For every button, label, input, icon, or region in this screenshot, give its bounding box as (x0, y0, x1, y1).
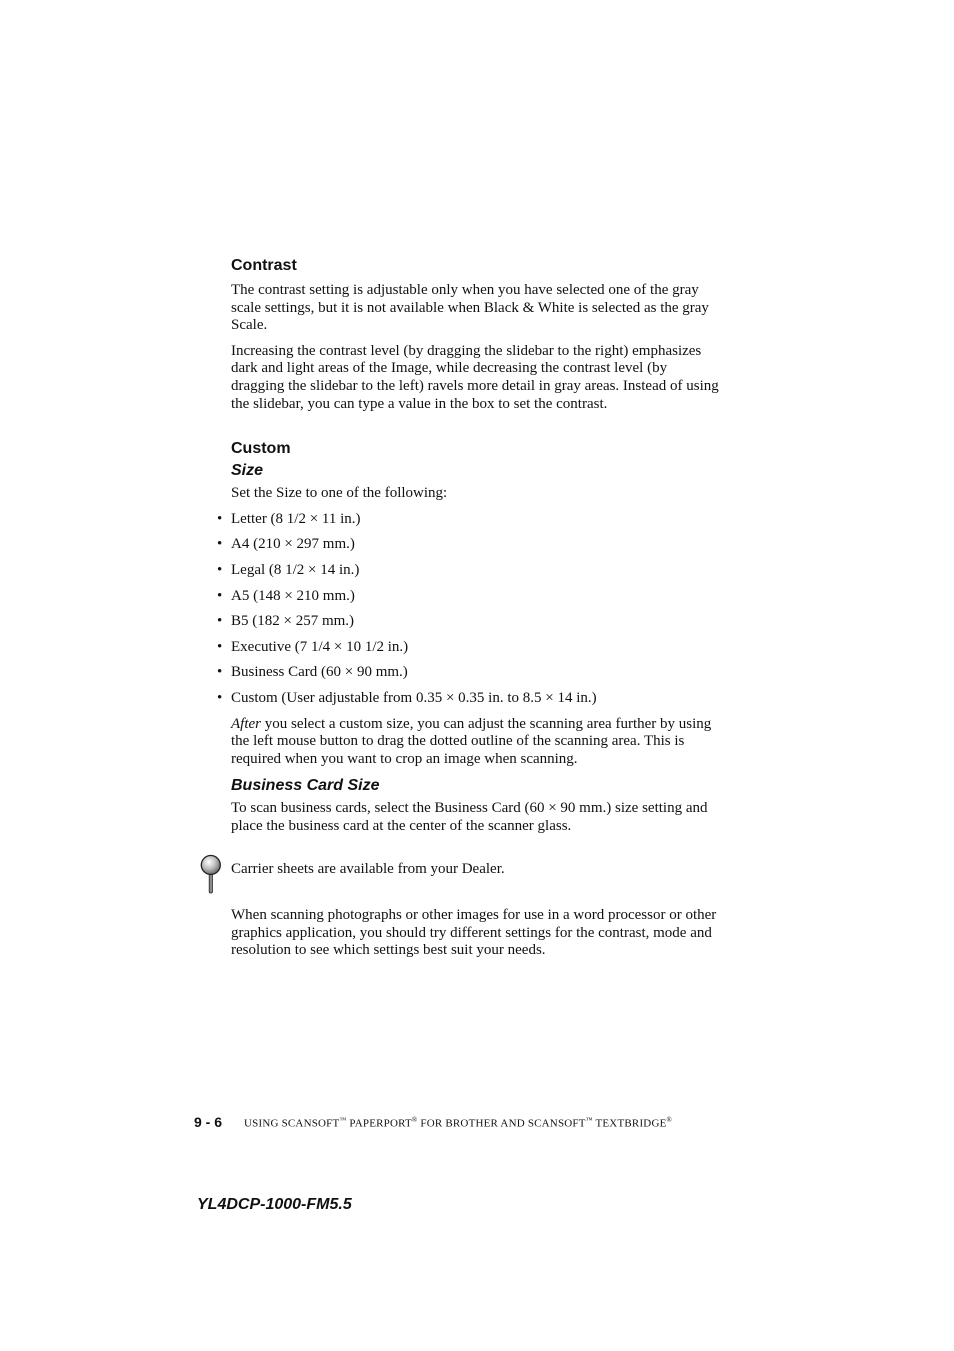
list-item (217, 561, 723, 580)
list-item-text: Business Card (60 × 90 mm.) (231, 664, 408, 681)
list-item-text: Legal (8 1/2 × 14 in.) (231, 561, 360, 578)
custom-size-text: you select a custom size, you can adjust the scanning area further by using the left mouse button to drag the dotted outline of the scanning area. This is required when you want to crop an image when scanning. (231, 715, 712, 767)
list-item (217, 510, 723, 529)
list-item-text: Executive (7 1/4 × 10 1/2 in.) (231, 638, 409, 655)
list-item (217, 638, 723, 657)
list-item (217, 613, 723, 631)
bullet-glyph: • (217, 587, 223, 604)
bullet-glyph: • (217, 561, 223, 578)
bullet-glyph: • (217, 664, 223, 681)
trademark-mark: ™ (339, 1116, 347, 1125)
contrast-paragraph-1: The contrast setting is adjustable only when you have selected one of the gray scale settings, but it is not available when Black & White is selected as the gray Scale. (231, 282, 709, 334)
registered-mark: ® (411, 1116, 418, 1125)
running-text: USING SCANSOFT (244, 1118, 340, 1130)
list-item-text: B5 (182 × 257 mm.) (231, 613, 355, 630)
business-card-heading: Business Card Size (231, 777, 380, 795)
running-text: FOR BROTHER AND SCANSOFT (417, 1118, 586, 1130)
document-id: YL4DCP-1000-FM5.5 (197, 1196, 352, 1213)
size-heading: Size (231, 462, 264, 480)
closing-paragraph: When scanning photographs or other images for use in a word processor or other graphics application, you should try different settings for the contrast, mode and resolution to see which settings best suit your needs. (231, 907, 717, 959)
running-text: TEXTBRIDGE (592, 1118, 667, 1130)
size-intro: Set the Size to one of the following: (231, 485, 448, 502)
bullet-glyph: • (217, 536, 223, 553)
contrast-paragraph-2: Increasing the contrast level (by dragging the slidebar to the right) emphasizes dark and light areas of the Image, while decreasing the contrast level (by dragging the slidebar to the left) ravels more detail in gray areas. Instead of using the slidebar, you can type a value in the box to set the contrast. (231, 342, 719, 412)
list-item (217, 689, 723, 708)
note-text: Carrier sheets are available from your Dealer. (231, 861, 505, 878)
after-emphasis: After (231, 715, 261, 732)
bullet-glyph: • (217, 613, 223, 630)
custom-size-paragraph (231, 716, 723, 769)
list-item-text: Letter (8 1/2 × 11 in.) (231, 510, 361, 527)
custom-heading: Custom (231, 440, 291, 458)
bullet-glyph: • (217, 638, 223, 655)
page-content (217, 256, 723, 968)
list-item-text: Custom (User adjustable from 0.35 × 0.35 in. to 8.5 × 14 in.) (231, 689, 597, 706)
running-text: PAPERPORT (346, 1118, 412, 1130)
trademark-mark: ™ (585, 1116, 593, 1125)
pushpin-icon (199, 854, 223, 894)
section-gap (231, 421, 723, 439)
list-item-text: A5 (148 × 210 mm.) (231, 587, 355, 604)
business-card-paragraph: To scan business cards, select the Business Card (60 × 90 mm.) size setting and place the business card at the center of the scanner glass. (231, 800, 708, 834)
page-number: 9 - 6 (194, 1114, 223, 1130)
contrast-heading: Contrast (231, 257, 297, 274)
page-footer (194, 1114, 672, 1130)
size-list (217, 510, 723, 708)
list-item (217, 664, 723, 682)
list-item (217, 536, 723, 554)
registered-mark: ® (666, 1116, 673, 1125)
bullet-glyph: • (217, 689, 223, 706)
list-item (217, 587, 723, 606)
bullet-glyph: • (217, 510, 223, 527)
list-item-text: A4 (210 × 297 mm.) (231, 536, 355, 553)
running-footer (244, 1116, 672, 1130)
note-callout (231, 861, 723, 879)
